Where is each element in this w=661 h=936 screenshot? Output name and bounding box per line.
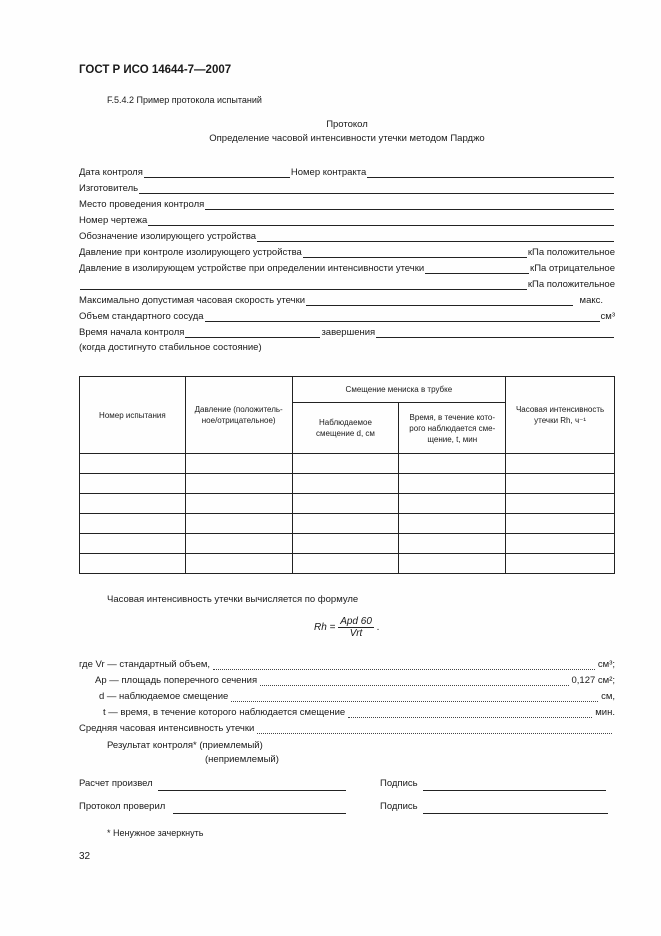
protocol-title: Протокол: [326, 119, 368, 130]
table-row: [80, 454, 615, 474]
col-header-time: [399, 403, 506, 454]
max-rate-blank[interactable]: [306, 296, 573, 306]
table-cell[interactable]: [399, 494, 506, 514]
table-cell[interactable]: [506, 474, 615, 494]
protocol-subtitle: Определение часовой интенсивности утечки методом Парджо: [209, 133, 485, 144]
date-label: Дата контроля: [79, 167, 143, 178]
max-rate-label: Максимально допустимая часовая скорость утечки: [79, 295, 306, 306]
formula-tail: .: [376, 622, 380, 633]
pressure-control-label: Давление при контроле изолирующего устройства: [79, 247, 302, 258]
where-label: Ap — площадь поперечного сечения: [95, 675, 258, 686]
result-alt: (неприемлемый): [205, 754, 279, 765]
col4-line2: рого наблюдается сме-: [409, 423, 496, 433]
drawing-blank[interactable]: [148, 216, 614, 226]
col-header-meniscus-group: Смещение мениска в трубке: [292, 377, 506, 403]
col4-line3: щение, t, мин: [427, 434, 478, 444]
col-header-displacement: [292, 403, 399, 454]
col5-line2: утечки Rh, ч⁻¹: [534, 416, 586, 425]
table-cell[interactable]: [80, 474, 186, 494]
where-label: где Vr — стандартный объем,: [79, 659, 211, 670]
table-row: [80, 534, 615, 554]
form-row-device: [79, 230, 615, 242]
table-cell[interactable]: [506, 554, 615, 574]
section-title: F.5.4.2 Пример протокола испытаний: [107, 95, 262, 105]
form-row-time: [79, 326, 615, 338]
result-label: Результат контроля* (приемлемый): [107, 740, 263, 751]
kpa-negative-label: кПа отрицательное: [530, 263, 615, 274]
place-blank[interactable]: [205, 200, 614, 210]
table-cell[interactable]: [506, 534, 615, 554]
where-value: 0,127 см²;: [571, 675, 615, 686]
where-value: мин.: [595, 707, 615, 718]
checked-label: Протокол проверил: [79, 801, 166, 812]
table-cell[interactable]: [80, 494, 186, 514]
table-cell[interactable]: [185, 534, 292, 554]
pressure-isolating-label: Давление в изолирующем устройстве при определении интенсивности утечки: [79, 263, 425, 274]
col3-line2: смещение d, см: [316, 429, 375, 438]
table-cell[interactable]: [292, 454, 399, 474]
pressure-extra-blank[interactable]: [80, 280, 527, 290]
form-row-date: [79, 166, 615, 178]
formula-denominator: Vrt: [349, 628, 363, 639]
device-blank[interactable]: [257, 232, 614, 242]
table-row: [80, 474, 615, 494]
sign1-label: Подпись: [380, 778, 418, 789]
table-cell[interactable]: [185, 494, 292, 514]
where-value: см,: [601, 691, 615, 702]
table-row: [80, 514, 615, 534]
table-cell[interactable]: [506, 494, 615, 514]
table-cell[interactable]: [185, 514, 292, 534]
end-time-label: завершения: [321, 327, 376, 338]
form-row-maker: [79, 182, 615, 194]
table-cell[interactable]: [80, 454, 186, 474]
formula-fraction: [338, 616, 374, 639]
table-cell[interactable]: [292, 514, 399, 534]
form-row-volume: [79, 310, 615, 322]
pressure-control-blank[interactable]: [303, 248, 527, 258]
formula-lhs: Rh =: [314, 622, 336, 633]
test-table: [79, 376, 615, 574]
table-cell[interactable]: [399, 474, 506, 494]
table-cell[interactable]: [506, 454, 615, 474]
standard-header: ГОСТ Р ИСО 14644-7—2007: [79, 64, 232, 76]
where-label: d — наблюдаемое смещение: [99, 691, 229, 702]
checked-blank[interactable]: [173, 812, 346, 814]
formula-intro: Часовая интенсивность утечки вычисляется по формуле: [107, 594, 359, 605]
start-time-blank[interactable]: [185, 328, 320, 338]
contract-blank[interactable]: [367, 168, 614, 178]
calc-blank[interactable]: [158, 789, 346, 791]
table-row: [80, 554, 615, 574]
maker-blank[interactable]: [139, 184, 614, 194]
date-blank[interactable]: [144, 168, 290, 178]
table-cell[interactable]: [292, 554, 399, 574]
table-cell[interactable]: [185, 474, 292, 494]
footnote: * Ненужное зачеркнуть: [107, 828, 204, 838]
col-header-test-number: Номер испытания: [80, 377, 186, 454]
maker-label: Изготовитель: [79, 183, 139, 194]
table-cell[interactable]: [80, 514, 186, 534]
where-row-ap: [95, 674, 615, 686]
table-cell[interactable]: [185, 554, 292, 574]
drawing-label: Номер чертежа: [79, 215, 148, 226]
kpa-positive-label: кПа положительное: [527, 247, 615, 258]
table-cell[interactable]: [80, 534, 186, 554]
table-cell[interactable]: [506, 514, 615, 534]
table-cell[interactable]: [292, 474, 399, 494]
form-row-pressure-control: [79, 246, 615, 258]
table-cell[interactable]: [399, 454, 506, 474]
device-label: Обозначение изолирующего устройства: [79, 231, 257, 242]
table-cell[interactable]: [399, 554, 506, 574]
form-row-pressure-extra: [79, 278, 615, 290]
form-row-place: [79, 198, 615, 210]
volume-blank[interactable]: [205, 312, 600, 322]
max-unit-label: макс.: [579, 295, 603, 306]
form-row-pressure-isolating: [79, 262, 615, 274]
where-value: см³;: [597, 659, 615, 670]
table-row: [80, 494, 615, 514]
calc-label: Расчет произвел: [79, 778, 153, 789]
table-cell[interactable]: [292, 534, 399, 554]
where-row-d: [99, 690, 615, 702]
col3-line1: Наблюдаемое: [319, 418, 372, 427]
col-header-pressure: Давление (положитель-ное/отрицательное): [185, 377, 292, 454]
volume-label: Объем стандартного сосуда: [79, 311, 204, 322]
average-label: Средняя часовая интенсивность утечки: [79, 723, 255, 734]
pressure-isolating-blank[interactable]: [425, 264, 529, 274]
contract-label: Номер контракта: [290, 167, 367, 178]
start-time-label: Время начала контроля: [79, 327, 185, 338]
table-cell[interactable]: [399, 534, 506, 554]
col5-line1: Часовая интенсивность: [515, 405, 605, 414]
table-cell[interactable]: [80, 554, 186, 574]
col4-line1: Время, в течение кото-: [409, 412, 495, 422]
page-number: 32: [79, 851, 91, 862]
average-row: [79, 722, 615, 734]
stable-note: (когда достигнуто стабильное состояние): [79, 342, 262, 353]
table-cell[interactable]: [292, 494, 399, 514]
place-label: Место проведения контроля: [79, 199, 205, 210]
volume-unit-label: см³: [600, 311, 615, 322]
col-header-hourly-rate: [506, 377, 615, 454]
sign1-blank[interactable]: [423, 789, 606, 791]
where-row-t: [103, 706, 615, 718]
sign2-blank[interactable]: [423, 812, 608, 814]
table-cell[interactable]: [399, 514, 506, 534]
table-cell[interactable]: [185, 454, 292, 474]
form-row-max-rate: [79, 294, 615, 306]
sign2-label: Подпись: [380, 801, 418, 812]
formula-numerator: Apd 60: [340, 616, 372, 627]
form-row-drawing: [79, 214, 615, 226]
where-label: t — время, в течение которого наблюдается смещение: [103, 707, 346, 718]
where-row-vr: [79, 658, 615, 670]
formula: [314, 616, 379, 639]
end-time-blank[interactable]: [376, 328, 614, 338]
kpa-positive2-label: кПа положительное: [527, 279, 615, 290]
